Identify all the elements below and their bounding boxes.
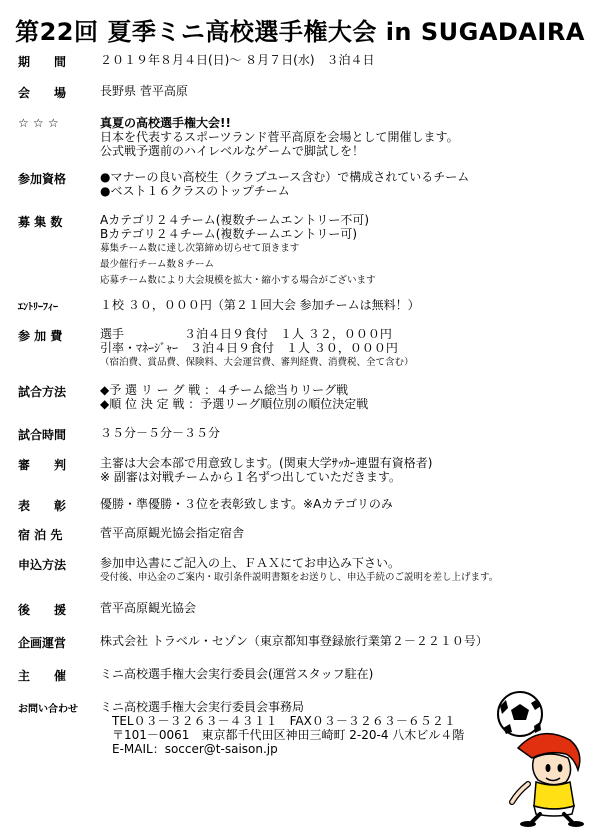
row-content (100, 327, 588, 371)
row-content (100, 298, 588, 312)
row-content (100, 116, 588, 158)
row-line: ３５分－５分－３５分 (100, 426, 221, 440)
row-line: ミニ高校選手権大会実行委員会(運営スタッフ駐在) (100, 667, 374, 681)
row-note: 最少催行チーム数８チーム (100, 259, 215, 270)
row-label: 企画運営 (18, 636, 67, 650)
row-label: 主 催 (18, 669, 67, 683)
row-label: ｴﾝﾄﾘｰﾌｨｰ (18, 302, 58, 313)
row-label: 試合時間 (18, 428, 67, 442)
row-content (100, 526, 588, 540)
row-line: 株式会社 トラベル・セゾン（東京都知事登録旅行業第２－２２１０号） (100, 634, 488, 648)
row-line: 主審は大会本部で用意致します。(関東大学ｻｯｶｰ連盟有資格者) (100, 456, 433, 470)
row-content (100, 601, 588, 615)
row-line: 日本を代表するスポーツランド菅平高原を会場として開催します。 (100, 130, 459, 144)
row-line: 菅平高原観光協会 (100, 601, 197, 615)
row-line: 長野県 菅平高原 (100, 84, 188, 98)
row-content (100, 456, 588, 484)
row-line: ●ベスト１６クラスのトップチーム (100, 184, 290, 198)
row-line: E-MAIL：soccer@t-saison.jp (100, 742, 278, 756)
row-content (100, 383, 588, 411)
row-line: ◆予 選 リ ー グ 戦 ：４チーム総当りリーグ戦 (100, 383, 349, 397)
row-line: 選手 ３泊４日９食付 １人 ３２，０００円 (100, 327, 392, 341)
soccer-ball-icon (498, 692, 542, 736)
row-label: 期 間 (18, 55, 67, 69)
row-label: 参 加 費 (18, 329, 63, 343)
row-line: 菅平高原観光協会指定宿舎 (100, 526, 245, 540)
row-note: 募集チーム数に達し次第締め切らせて頂きます (100, 243, 300, 254)
row-line: ◆順 位 決 定 戦 ：予選リーグ順位別の順位決定戦 (100, 397, 369, 411)
row-content (100, 634, 588, 648)
row-label: 募 集 数 (18, 215, 63, 229)
row-content (100, 497, 588, 511)
row-label: 宿 泊 先 (18, 528, 63, 542)
row-label: 申込方法 (18, 558, 67, 572)
row-line: TEL０３－３２６３－４３１１ FAX０３－３２６３－６５２１ (100, 714, 456, 728)
row-line: 引率・ﾏﾈｰｼﾞｬｰ ３泊４日９食付 １人 ３０，０００円 (100, 341, 398, 355)
row-label: 審 判 (18, 458, 67, 472)
row-label: 試合方法 (18, 385, 67, 399)
row-content (100, 667, 588, 681)
row-line: 公式戦予選前のハイレベルなゲームで脚試しを！ (100, 144, 365, 158)
row-line: ２０１９年８月４日(日)～ ８月７日(水) ３泊４日 (100, 53, 375, 67)
row-line: １校 ３０，０００円（第２１回大会 参加チームは無料！） (100, 298, 420, 312)
row-line: 優勝・準優勝・３位を表彰致します。※Aカテゴリのみ (100, 497, 393, 511)
row-note: 応募チーム数により大会規模を拡大・縮小する場合がございます (100, 275, 376, 286)
row-content (100, 53, 588, 67)
row-line: ●マナーの良い高校生（クラブユース含む）で構成されているチーム (100, 170, 470, 184)
row-line: 参加申込書にご記入の上、ＦＡＸにてお申込み下さい。 (100, 556, 401, 570)
row-label: 会 場 (18, 86, 67, 100)
row-label: 参加資格 (18, 172, 67, 186)
row-content (100, 84, 588, 98)
row-label: 後 援 (18, 603, 67, 617)
page-title: 第22回 夏季ミニ高校選手権大会 in SUGADAIRA (15, 18, 585, 46)
row-content (100, 426, 588, 440)
row-line: Bカテゴリ２４チーム(複数チームエントリー可) (100, 227, 358, 241)
soccer-mascot-illustration (478, 688, 588, 828)
row-line: Aカテゴリ２４チーム(複数チームエントリー不可) (100, 213, 370, 227)
row-note: （宿泊費、賞品費、保険料、大会運営費、審判経費、消費税、全て含む） (100, 357, 414, 368)
row-line: 真夏の高校選手権大会!! (100, 116, 231, 130)
row-line: ※ 副審は対戦チームから１名ずつ出していただきます。 (100, 470, 401, 484)
row-label: 表 彰 (18, 499, 67, 513)
row-content (100, 213, 588, 289)
row-line: 〒101－0061 東京都千代田区神田三崎町 2-20-4 八木ビル４階 (100, 728, 465, 742)
row-content (100, 170, 588, 198)
row-note: 受付後、申込金のご案内・取引条件説明書類をお送りし、申込手続のご説明を差し上げます。 (100, 572, 499, 583)
row-label: お問い合わせ (18, 704, 78, 715)
row-line: ミニ高校選手権大会実行委員会事務局 (100, 700, 305, 714)
row-content (100, 556, 588, 586)
row-label: ☆ ☆ ☆ (18, 116, 59, 130)
